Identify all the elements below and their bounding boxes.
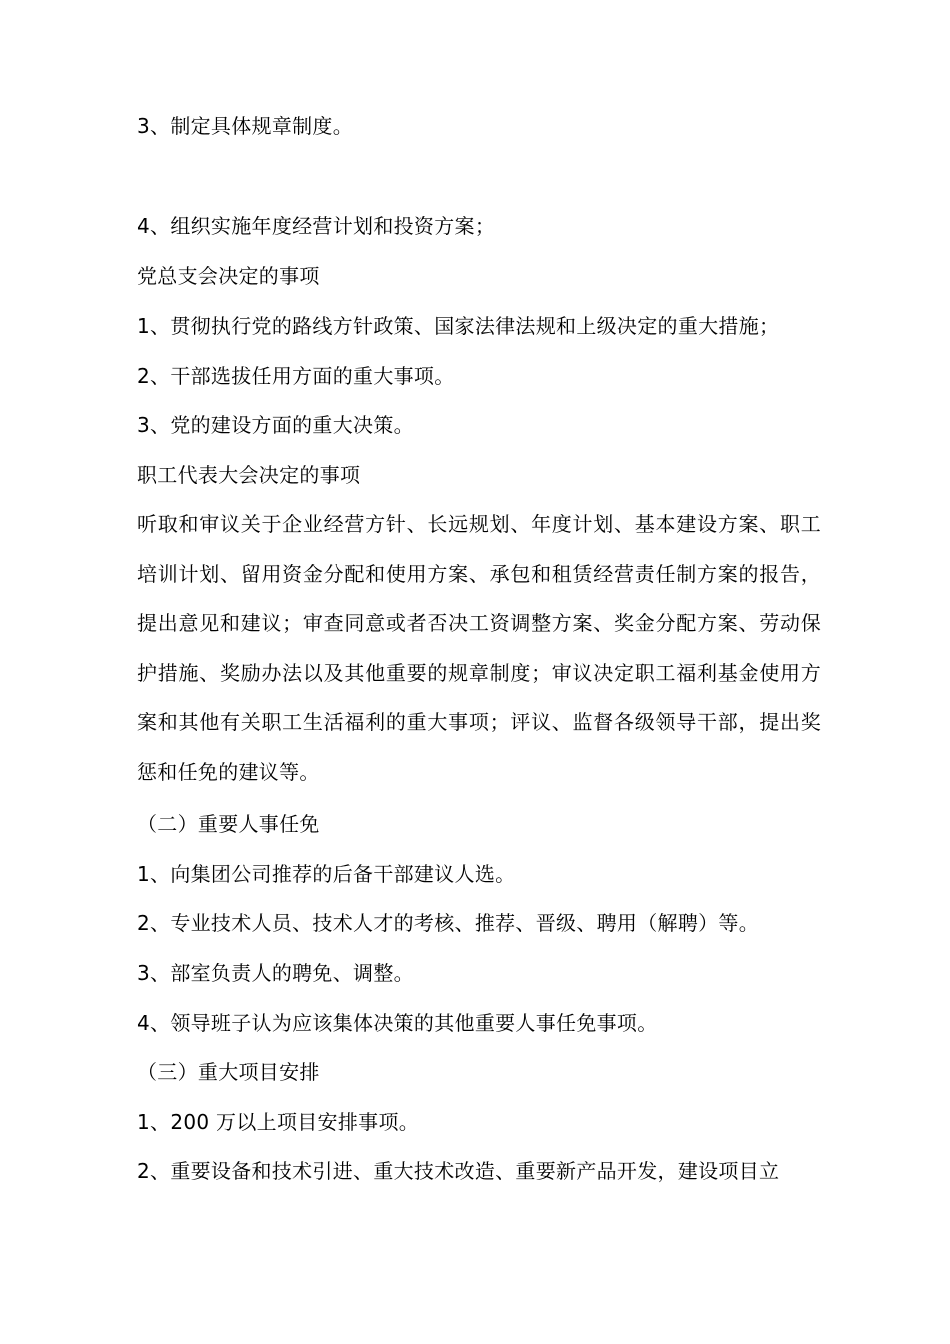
text-line: 4、组织实施年度经营计划和投资方案； bbox=[137, 214, 496, 238]
text-line: 1、向集团公司推荐的后备干部建议人选。 bbox=[137, 862, 516, 886]
section-heading: 职工代表大会决定的事项 bbox=[137, 463, 361, 487]
section-heading: （三）重大项目安排 bbox=[137, 1060, 320, 1084]
section-heading: 党总支会决定的事项 bbox=[137, 264, 320, 288]
text-line: 3、党的建设方面的重大决策。 bbox=[137, 413, 414, 437]
text-line: 4、领导班子认为应该集体决策的其他重要人事任免事项。 bbox=[137, 1011, 658, 1035]
paragraph: 听取和审议关于企业经营方针、长远规划、年度计划、基本建设方案、职工培训计划、留用资金分配和使用方案、承包和租赁经营责任制方案的报告，提出意见和建议；审查同意或者否决工资调整方案、奖金分配方案、劳动保护措施、奖励办法以及其他重要的规章制度；审议决定职工福利基金使用方案和其他有关职工生活福利的重大事项；评议、监督各级领导干部，提出奖惩和任免的建议等。 bbox=[137, 512, 821, 784]
section-heading: （二）重要人事任免 bbox=[137, 812, 320, 836]
text-line: 2、干部选拔任用方面的重大事项。 bbox=[137, 364, 455, 388]
text-line: 3、制定具体规章制度。 bbox=[137, 114, 354, 138]
text-line: 1、200 万以上项目安排事项。 bbox=[137, 1110, 420, 1134]
text-line: 2、专业技术人员、技术人才的考核、推荐、晋级、聘用（解聘）等。 bbox=[137, 911, 760, 935]
text-line: 2、重要设备和技术引进、重大技术改造、重要新产品开发，建设项目立 bbox=[137, 1159, 780, 1183]
text-line: 3、部室负责人的聘免、调整。 bbox=[137, 961, 414, 985]
text-line: 1、贯彻执行党的路线方针政策、国家法律法规和上级决定的重大措施； bbox=[137, 314, 780, 338]
